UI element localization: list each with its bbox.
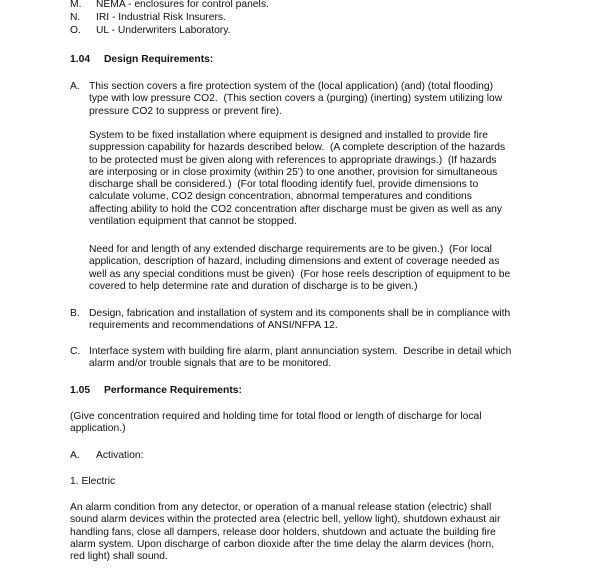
- text-line: alarm and/or trouble signals that are to be monitored.: [89, 358, 332, 370]
- fixed-installation-paragraph: [89, 130, 549, 228]
- text-line: alarm system. Upon discharge of carbon dioxide after the time delay the alarm devices (horn,: [70, 538, 495, 550]
- text-line: covered to help determine rate and duration of discharge is to be given.): [89, 280, 418, 292]
- alarm-paragraph: [70, 502, 550, 563]
- text-line: type with low pressure CO2. (This section covers a (purging) (inerting) system utilizing low: [89, 93, 503, 105]
- text-line: application.): [70, 423, 126, 435]
- section-104-item-c-text: [89, 346, 549, 371]
- text-line: Need for and length of any extended discharge requirements are to be given.) (For local: [89, 244, 492, 255]
- section-104-number: 1.04: [70, 54, 91, 65]
- list-item-letter-m: M.: [70, 0, 82, 10]
- list-item-letter-n: N.: [70, 12, 81, 23]
- text-line: red light) shall sound.: [70, 551, 168, 563]
- text-line: suppression capability for hazards described below. (A complete description of the hazards: [89, 142, 506, 154]
- electric-subheading: 1. Electric: [70, 476, 116, 487]
- text-line: System to be fixed installation where equipment is designed and installed to provide fire: [89, 130, 488, 141]
- list-item-text-o: UL - Underwriters Laboratory.: [96, 25, 231, 36]
- text-line: This section covers a fire protection system of the (local application) (and) (total flooding): [89, 81, 494, 92]
- text-line: requirements and recommendations of ANSI/NFPA 12.: [89, 320, 338, 332]
- section-105-title: Performance Requirements:: [104, 385, 242, 396]
- list-item-text-n: IRI - Industrial Risk Insurers.: [96, 12, 226, 23]
- section-104-item-a-text: [89, 81, 549, 118]
- section-104-item-b-text: [89, 308, 549, 333]
- text-line: pressure CO2 to suppress or prevent fire).: [89, 105, 282, 117]
- text-line: discharge shall be considered.) (For total flooding identify fuel, provide dimensions to: [89, 179, 479, 191]
- extended-discharge-paragraph: [89, 244, 549, 293]
- text-line: Interface system with building fire alarm, plant annunciation system. Describe in detail which: [89, 346, 512, 357]
- section-104-item-c-letter: C.: [70, 346, 81, 357]
- text-line: An alarm condition from any detector, or operation of a manual release station (electric) shall: [70, 502, 492, 513]
- section-104-title: Design Requirements:: [104, 54, 214, 65]
- text-line: handling fans, close all dampers, release door holders, shutdown and actuate the building fire: [70, 526, 496, 538]
- list-item-letter-o: O.: [70, 25, 81, 36]
- section-104-item-a-letter: A.: [70, 81, 80, 92]
- section-105-item-a-letter: A.: [70, 450, 80, 461]
- section-105-item-a-text: Activation:: [96, 450, 144, 461]
- text-line: sound alarm devices within the protected area (electric bell, yellow light), shutdown exhaust air: [70, 514, 501, 526]
- text-line: calculate volume, CO2 design concentration, abnormal temperatures and conditions: [89, 191, 472, 203]
- text-line: Design, fabrication and installation of system and its components shall be in compliance with: [89, 308, 511, 319]
- text-line: well as any special conditions must be given) (For hose reels description of equipment to be: [89, 268, 511, 280]
- list-item-text-m: NEMA - enclosures for control panels.: [96, 0, 269, 10]
- section-105-number: 1.05: [70, 385, 91, 396]
- text-line: (Give concentration required and holding time for total flood or length of discharge for local: [70, 411, 482, 422]
- section-104-item-b-letter: B.: [70, 308, 80, 319]
- text-line: to be protected must be given along with references to appropriate drawings.) (If hazards: [89, 154, 497, 166]
- text-line: application, description of hazard, including dimensions and extent of coverage needed as: [89, 256, 500, 268]
- performance-intro: [70, 411, 550, 436]
- text-line: ventilation equipment that cannot be stopped.: [89, 216, 297, 228]
- text-line: affecting ability to hold the CO2 concentration after discharge must be given as well as any: [89, 203, 503, 215]
- text-line: are interposing or in close proximity (within 25') to one another, provision for simultaneous: [89, 166, 498, 178]
